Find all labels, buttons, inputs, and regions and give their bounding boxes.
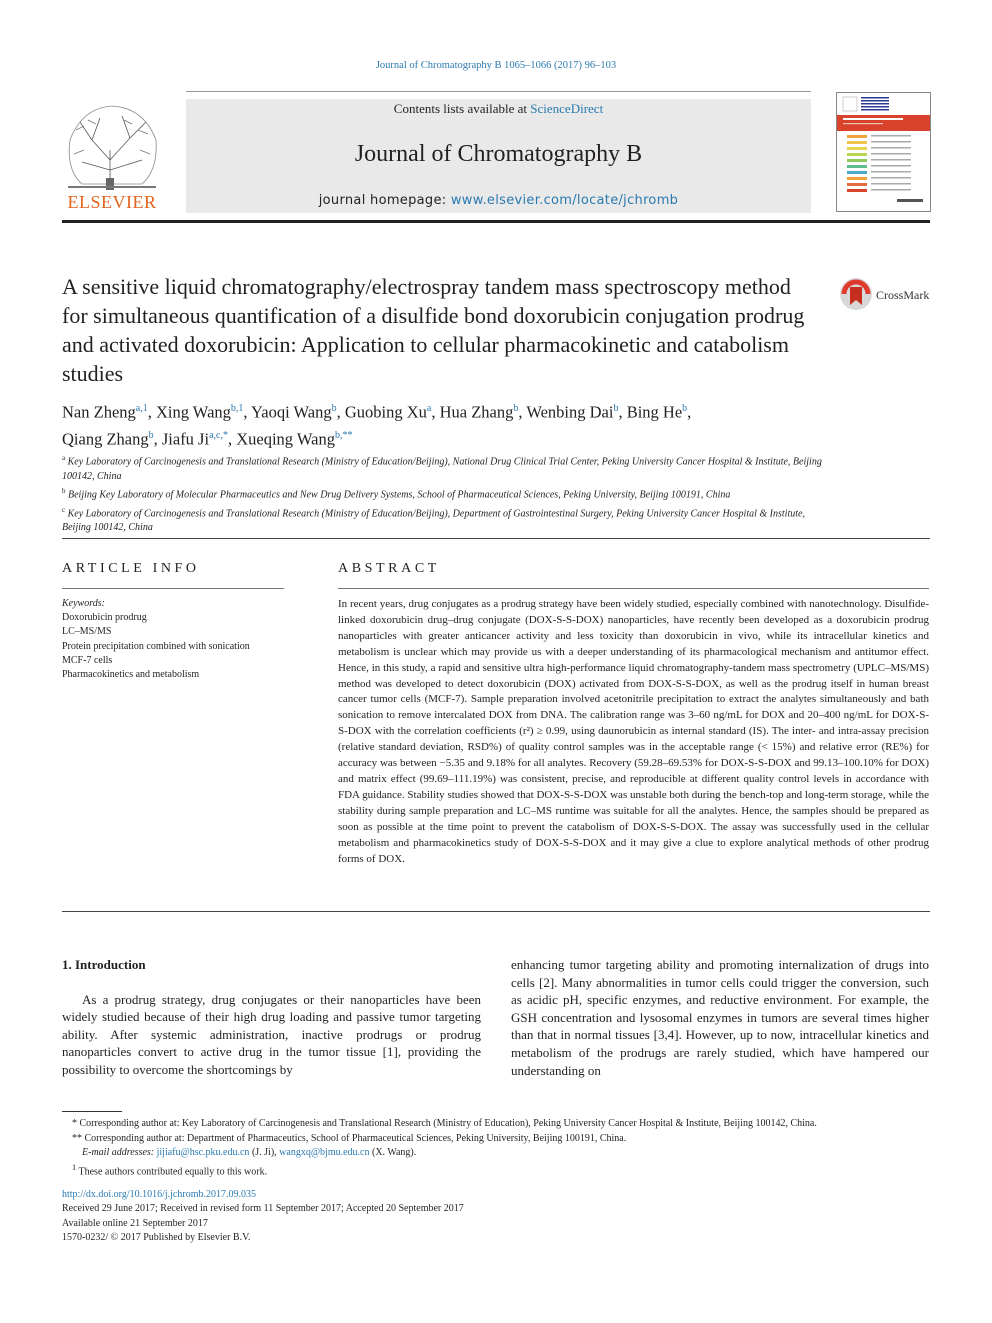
author-affiliation-mark[interactable]: a,1	[135, 403, 148, 414]
header-top-rule	[186, 91, 811, 92]
doi-link[interactable]: http://dx.doi.org/10.1016/j.jchromb.2017.09.035	[62, 1189, 256, 1200]
article-metadata	[62, 1188, 662, 1246]
affiliation-b	[62, 484, 822, 503]
equal-contribution-text: These authors contributed equally to this work.	[78, 1166, 268, 1178]
crossmark-icon	[838, 277, 874, 311]
keyword-item: MCF-7 cells	[62, 654, 113, 666]
author-separator: ,	[243, 402, 252, 422]
author-affiliation-mark[interactable]: a,c,*	[209, 429, 228, 441]
contents-prefix: Contents lists available at	[393, 101, 531, 116]
author-separator: ,	[687, 402, 692, 422]
sciencedirect-link[interactable]: ScienceDirect	[530, 101, 604, 116]
email-owner: (J. Ji),	[249, 1147, 280, 1159]
affiliation-list	[62, 451, 822, 535]
author-name[interactable]: Yaoqi Wang	[251, 402, 332, 422]
keywords-block	[62, 597, 292, 682]
author-name[interactable]: Guobing Xu	[344, 402, 427, 422]
author-affiliation-mark[interactable]: b	[148, 429, 154, 441]
article-info-rule	[62, 588, 284, 589]
affiliation-mark: a	[62, 454, 66, 462]
email-link-ji[interactable]: jijiafu@hsc.pku.edu.cn	[156, 1147, 250, 1159]
author-list	[62, 397, 822, 450]
author-separator: ,	[336, 402, 345, 422]
corresponding-author-2: ** Corresponding author at: Department of Pharmaceutics, School of Pharmaceutical Sciences, Peking University, Beijing 100191, China.	[72, 1132, 627, 1144]
author-affiliation-mark[interactable]: b	[513, 403, 519, 414]
email-line	[62, 1146, 930, 1161]
author-name[interactable]: Xueqing Wang	[236, 429, 335, 448]
author-affiliation-mark[interactable]: b,1	[230, 403, 244, 414]
article-title: A sensitive liquid chromatography/electrospray tandem mass spectroscopy method for simultaneous quantification of a disulfide bond doxorubicin conjugation prodrug and activated doxorubicin: Application to cellular pharmacokinetic and catabolism studies	[62, 274, 805, 386]
author-affiliation-mark[interactable]: a	[426, 403, 432, 414]
author-separator: ,	[147, 402, 156, 422]
contents-line	[186, 101, 811, 117]
elsevier-wordmark: ELSEVIER	[67, 192, 157, 212]
keyword-item: Protein precipitation combined with sonication	[62, 640, 250, 652]
author-separator: ,	[227, 429, 237, 448]
intro-heading: 1. Introduction	[62, 957, 146, 972]
author-affiliation-mark[interactable]: b	[613, 403, 619, 414]
corresponding-author-1: * Corresponding author at: Key Laboratory of Carcinogenesis and Translational Research (Ministry of Education), Peking University Cancer Hospital & Institute, Beijing 100142, China.	[72, 1118, 817, 1129]
homepage-link[interactable]: www.elsevier.com/locate/jchromb	[450, 193, 679, 208]
email-link-wang[interactable]: wangxq@bjmu.edu.cn	[279, 1147, 370, 1159]
journal-cover-icon	[837, 93, 930, 211]
email-label: E-mail addresses:	[82, 1147, 155, 1159]
footnotes	[62, 1117, 930, 1180]
crossmark-badge[interactable]	[838, 277, 938, 311]
intro-column-left	[62, 956, 481, 1079]
author-name[interactable]: Xing Wang	[155, 402, 231, 422]
author-separator: ,	[618, 402, 627, 422]
author-name[interactable]: Jiafu Ji	[161, 429, 210, 448]
author-affiliation-mark[interactable]: b	[682, 403, 688, 414]
author-name[interactable]: Bing He	[626, 402, 683, 422]
email-owner: (X. Wang).	[369, 1147, 417, 1159]
journal-citation[interactable]: Journal of Chromatography B 1065–1066 (2017) 96–103	[375, 60, 617, 71]
keywords-label: Keywords:	[62, 598, 105, 609]
keyword-item: LC–MS/MS	[62, 626, 112, 638]
author-name[interactable]: Qiang Zhang	[62, 429, 149, 448]
author-name[interactable]: Wenbing Dai	[526, 402, 614, 422]
journal-cover-thumbnail[interactable]	[836, 92, 931, 212]
received-dates: Received 29 June 2017; Received in revised form 11 September 2017; Accepted 20 September 2017	[62, 1203, 464, 1215]
affiliation-mark: b	[62, 486, 66, 495]
author-affiliation-mark[interactable]: b,**	[334, 429, 353, 441]
author-affiliation-mark[interactable]: b	[331, 403, 337, 414]
affiliation-mark: c	[62, 505, 66, 514]
affiliation-text: Key Laboratory of Carcinogenesis and Translational Research (Ministry of Education/Beijing), Department of Gastrointestinal Surgery, Peking University Cancer Hospital & Institute, Beijing 100142, China	[62, 507, 805, 534]
intro-paragraph: As a prodrug strategy, drug conjugates or their nanoparticles have been widely studied because of their high drug loading and passive tumor targeting ability. After systemic administration, inactive prodrugs or prodrug nanoparticles convert to active drug in the tumor tissue [1], providing the possibility to overcome the shortcomings by	[62, 991, 481, 1077]
elsevier-logo[interactable]	[62, 100, 162, 212]
author-name[interactable]: Hua Zhang	[439, 402, 514, 422]
section-rule-top	[62, 538, 930, 539]
affiliation-text: Beijing Key Laboratory of Molecular Pharmaceutics and New Drug Delivery Systems, School of Pharmaceutical Sciences, Peking University, Beijing 100191, China	[68, 489, 731, 501]
author-separator: ,	[431, 402, 440, 422]
equal-contribution-note	[62, 1161, 930, 1180]
journal-banner	[186, 99, 811, 213]
abstract-heading: ABSTRACT	[338, 561, 440, 576]
homepage-line	[186, 193, 811, 208]
journal-title: Journal of Chromatography B	[354, 141, 643, 167]
header-bottom-rule	[62, 220, 930, 223]
keyword-item: Pharmacokinetics and metabolism	[62, 669, 200, 681]
abstract-body: In recent years, drug conjugates as a prodrug strategy have been widely studied, especially combined with nanotechnology. Disulfide-linked doxorubicin drug–drug conjugate (DOX-S-S-DOX) nanoparticles, have recently been developed as a doxorubicin prodrug nanoparticles with greater anticancer activity and less toxicity than doxorubicin in vivo, while its intracellular kinetics and metabolism is unclear which may provide us with a deeper understanding of its pharmacological mechanism and antitumor effect. Hence, in this study, a rapid and sensitive ultra high-performance liquid chromatography-tandem mass spectrometry (UPLC–MS/MS) method was developed to detect doxorubicin (DOX) activated from DOX-S-S-DOX, as well as the prodrug itself in human breast cancer tumor cells (MCF-7). Sample preparation involved acetonitrile precipitation to extract the analytes simultaneously and bath sonication to remove intercalated DOX from DNA. The calibration range was 3–60 ng/mL for DOX and 20–400 ng/mL for DOX-S-S-DOX with the correlation coefficients (r²) ≥ 0.99, using daunorubicin as internal standard (IS). The inter- and intra-assay precision (relative standard deviation, RSD%) of quality control samples was in the acceptable range (< 15%) and relative error (RE%) for accuracy was between −5.35 and 9.18% for all analytes. Recovery (59.28–69.53% for DOX-S-S-DOX and 99.13–100.10% for DOX) and matrix effect (99.69–111.19%) was consistent, precise, and reproducible at different quality control levels in accordance with FDA guidance. Stability studies showed that DOX-S-S-DOX was unstable both during the bench-top and long-term storage, while the stability during sample preparation and LC–MS runtime was suitable for all the analytes. Hence, the samples should be prepared as soon as possible at the time point to prevent the catabolism of DOX-S-S-DOX. The assay was successfully used in the cellular metabolism and pharmacokinetics study of DOX-S-S-DOX and it may give a clue to explore analytical methods of other prodrug forms of DOX.	[338, 598, 929, 865]
issn-copyright: 1570-0232/ © 2017 Published by Elsevier B.V.	[62, 1232, 251, 1244]
abstract-rule	[338, 588, 929, 589]
crossmark-label: CrossMark	[876, 288, 930, 302]
affiliation-text: Key Laboratory of Carcinogenesis and Translational Research (Ministry of Education/Beijing), National Drug Clinical Trial Center, Peking University Cancer Hospital & Institute, Beijing 100142, China	[62, 456, 822, 482]
equal-contribution-mark: 1	[72, 1162, 77, 1172]
footnote-rule	[62, 1111, 122, 1112]
article-info-heading: ARTICLE INFO	[62, 561, 200, 576]
author-separator: ,	[518, 402, 527, 422]
affiliation-a	[62, 451, 822, 484]
homepage-prefix: journal homepage:	[318, 193, 451, 208]
affiliation-c	[62, 503, 822, 536]
intro-column-right: enhancing tumor targeting ability and promoting internalization of drugs into cells [2]. Many abnormalities in tumor cells could trigger the conversion, such as acidic pH, specific enzymes, and reductive environment. For example, the GSH concentration and lysosomal enzymes in tumors are several times higher than that in normal tissues [3,4]. However, up to now, intracellular kinetics and metabolism of the prodrugs are rarely studied, which have hampered our understanding on	[511, 957, 929, 1078]
section-rule-bottom	[62, 911, 930, 912]
available-online: Available online 21 September 2017	[62, 1217, 208, 1229]
author-separator: ,	[153, 429, 162, 448]
keyword-item: Doxorubicin prodrug	[62, 612, 147, 624]
author-name[interactable]: Nan Zheng	[62, 402, 136, 422]
